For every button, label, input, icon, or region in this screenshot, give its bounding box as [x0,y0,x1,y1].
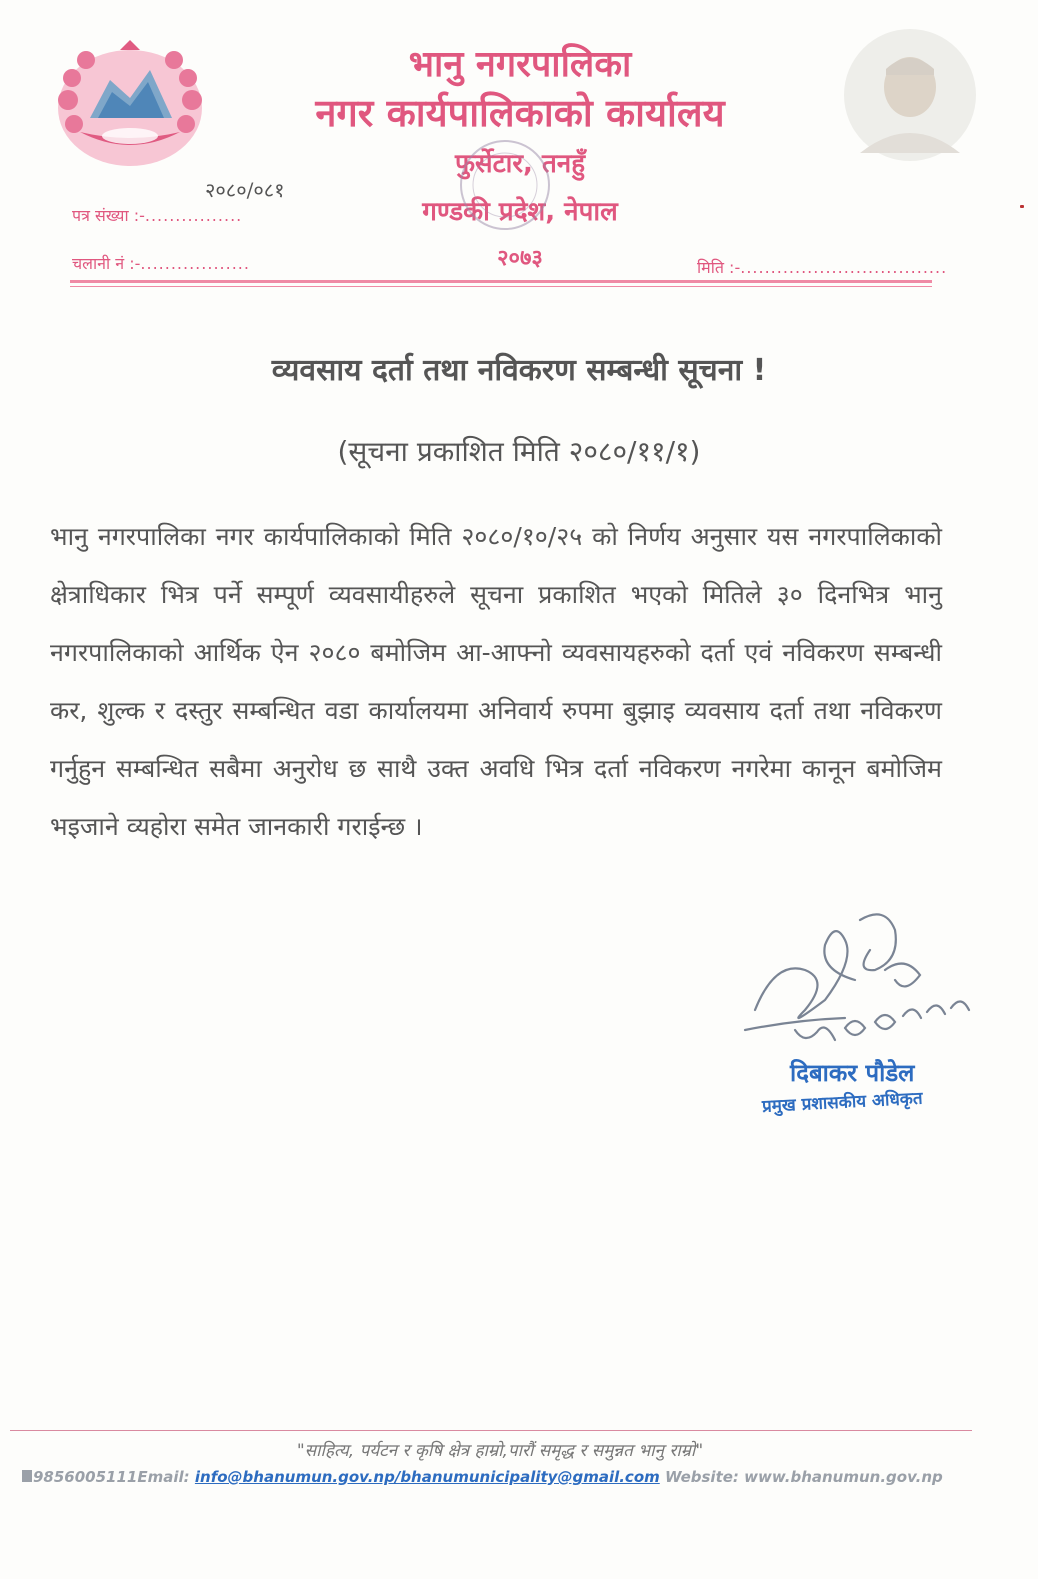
header-divider [70,280,932,283]
footer-contact [22,1468,943,1486]
notice-title: व्यवसाय दर्ता तथा नविकरण सम्बन्धी सूचना ! [271,353,767,388]
notice-published-date: (सूचना प्रकाशित मिति २०८०/११/१) [337,435,701,468]
footer-website-label: Website: [665,1468,739,1486]
signatory-name: दिबाकर पौडेल [790,1059,915,1087]
chalani-number-dots: .................. [140,254,250,273]
nepal-emblem-icon [50,40,210,170]
miti-field [697,256,947,278]
footer-divider [10,1430,972,1431]
patra-sankhya-dots: ................ [144,206,243,225]
patra-number-handwritten: २०८०/०८१ [205,178,285,202]
footer-website[interactable]: www.bhanumun.gov.np [744,1468,943,1486]
footer-phone: 9856005111 [33,1468,138,1486]
office-stamp-icon [455,135,555,235]
footer-email-label: Email: [137,1468,190,1486]
patra-sankhya-field [72,204,242,226]
office-province: गण्डकी प्रदेश, नेपाल [422,197,618,227]
office-location: फुर्सेटार, तनहुँ [454,149,586,179]
header-divider-thin [70,286,932,287]
signatory-role: प्रमुख प्रशासकीय अधिकृत [761,1088,924,1117]
phone-icon [22,1470,32,1482]
chalani-number-field [72,252,250,274]
municipality-name: भानु नगरपालिका [408,44,632,85]
official-portrait-photo [840,25,980,165]
patra-sankhya-label: पत्र संख्या :- [72,206,145,225]
notice-body: भानु नगरपालिका नगर कार्यपालिकाको मिति २०८०/१०/२५ को निर्णय अनुसार यस नगरपालिकाको क्षेत्राधिकार भित्र पर्ने सम्पूर्ण व्यवसायीहरुले सूचना प्रकाशित भएको मितिले ३० दिनभित्र भानु नगरपालिकाको आर्थिक ऐन २०८० बमोजिम आ-आफ्नो व्यवसायहरुको दर्ता एवं नविकरण सम्बन्धी कर, शुल्क र दस्तुर सम्बन्धित वडा कार्यालयमा अनिवार्य रुपमा बुझाइ व्यवसाय दर्ता तथा नविकरण गर्नुहुन सम्बन्धित सबैमा अनुरोध छ साथै उक्त अवधि भित्र दर्ता नविकरण नगरेमा कानून बमोजिम भइजाने व्यहोरा समेत जानकारी गराईन्छ । [50,522,942,841]
scan-speck [1020,205,1024,208]
established-year: २०७३ [497,246,543,271]
footer-email-link[interactable]: info@bhanumun.gov.np/bhanumunicipality@gmail.com [194,1468,660,1486]
footer-slogan: "साहित्य, पर्यटन र कृषि क्षेत्र हाम्रो,पारौं समृद्ध र समुन्नत भानु राम्रो" [296,1441,704,1461]
miti-dots: .................................. [740,258,948,277]
miti-label: मिति :- [697,258,741,277]
chalani-number-label: चलानी नं :- [72,254,141,273]
handwritten-signature [735,900,985,1070]
office-name: नगर कार्यपालिकाको कार्यालय [315,91,725,135]
